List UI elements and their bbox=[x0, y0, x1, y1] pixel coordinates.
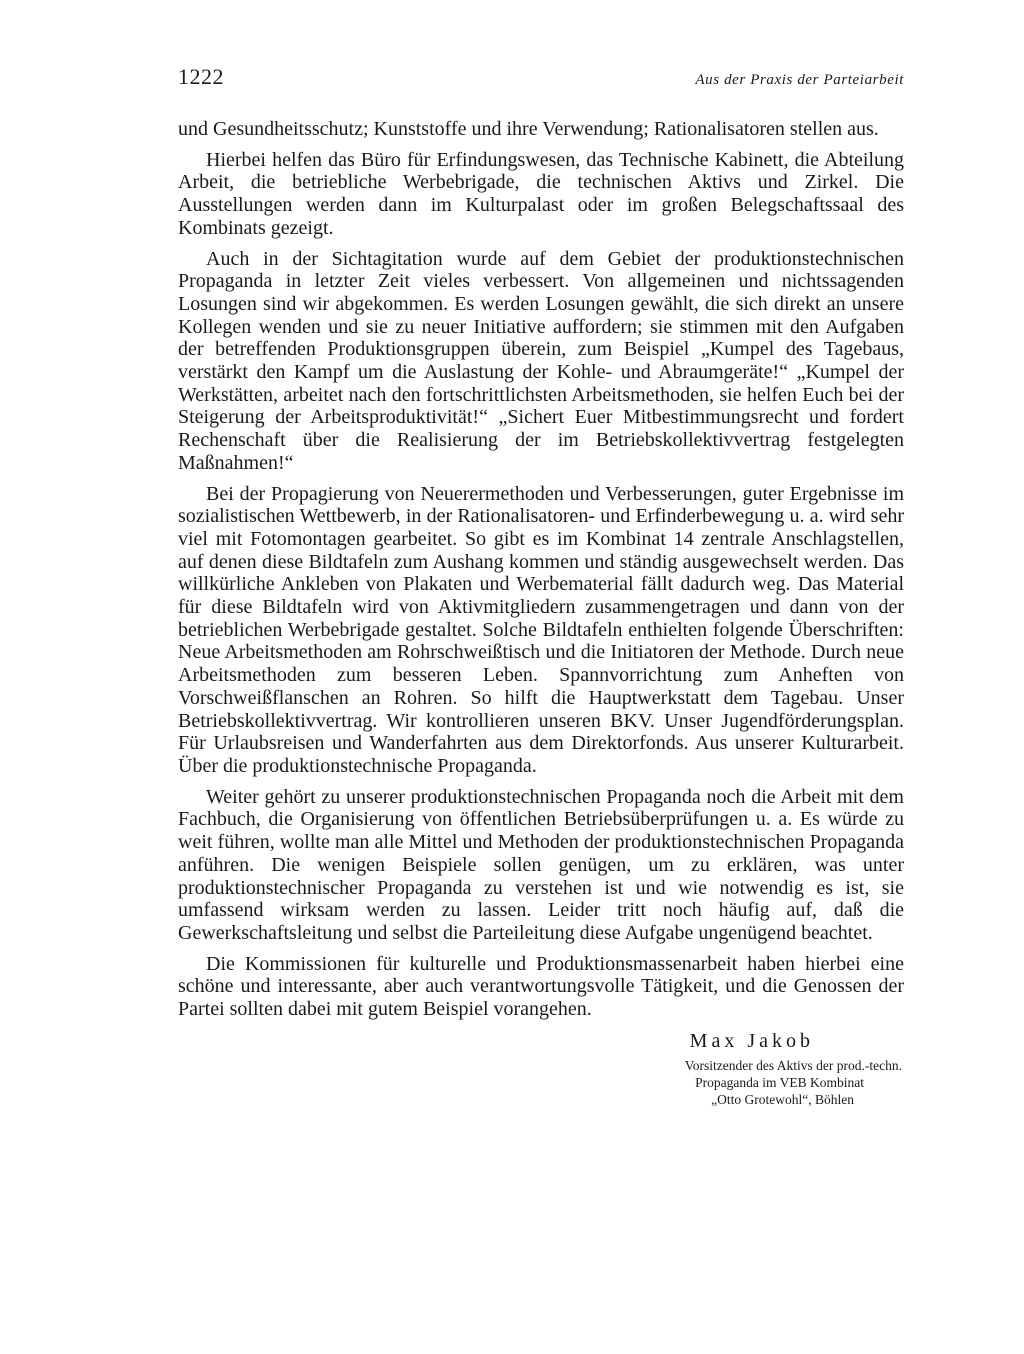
author-role bbox=[266, 1057, 902, 1108]
author-role-line: „Otto Grotewohl“, Böhlen bbox=[711, 1091, 854, 1107]
signature-block bbox=[178, 1029, 904, 1108]
paragraph: und Gesundheitsschutz; Kunststoffe und ihre Verwendung; Rationalisatoren stellen aus. bbox=[178, 118, 879, 140]
paragraph: Auch in der Sichtagitation wurde auf dem Gebiet der produktionstechnischen Propaganda in letzter Zeit vieles verbessert. Von allgemeinen und nichtssagenden Losungen sind wir abgekommen. Es werden Losungen gewählt, die sich direkt an unsere Kollegen wenden und sie zu neuer Initiative auffordern; sie stimmen mit den Aufgaben der betreffenden Produktionsgruppen überein, zum Beispiel „Kumpel des Tagebaus, verstärkt den Kampf um die Auslastung der Kohle- und Abraumgeräte!“ „Kumpel der Werkstätten, arbeitet nach den fortschrittlichsten Arbeitsmethoden, sie helfen Euch bei der Steigerung der Arbeitsproduktivität!“ „Sichert Euer Mitbestimmungsrecht und fordert Rechenschaft über die Realisierung der im Betriebskollektivvertrag festgelegten Maßnahmen!“ bbox=[178, 247, 904, 474]
author-name: Max Jakob bbox=[689, 1029, 814, 1052]
running-header bbox=[178, 64, 904, 104]
paragraph: Die Kommissionen für kulturelle und Produktionsmassenarbeit haben hierbei eine schöne und interessante, aber auch verantwortungsvolle Tätigkeit, und die Genossen der Partei sollten dabei mit gutem Beispiel vorangehen. bbox=[178, 952, 904, 1021]
document-page bbox=[178, 64, 904, 1108]
paragraph: Weiter gehört zu unserer produktionstechnischen Propaganda noch die Arbeit mit dem Fachbuch, die Organisierung von öffentlichen Betriebsüberprüfungen u. a. Es würde zu weit führen, wollte man alle Mittel und Methoden der produktionstechnischen Propaganda anführen. Die wenigen Beispiele sollen genügen, um zu erklären, was unter produktionstechnischer Propaganda zu verstehen ist und wie notwendig es ist, sie umfassend wirksam werden zu lassen. Leider tritt noch häufig auf, daß die Gewerkschaftsleitung und selbst die Parteileitung diese Aufgabe ungenügend beachtet. bbox=[178, 785, 904, 944]
paragraph: Hierbei helfen das Büro für Erfindungswesen, das Technische Kabinett, die Abteilung Arbeit, die betriebliche Werbebrigade, die technischen Aktivs und Zirkel. Die Ausstellungen werden dann im Kulturpalast oder im großen Belegschaftssaal des Kombinats gezeigt. bbox=[178, 148, 904, 239]
author-role-line: Vorsitzender des Aktivs der prod.-techn. bbox=[684, 1057, 902, 1073]
author-role-line: Propaganda im VEB Kombinat bbox=[695, 1074, 864, 1090]
page-number: 1222 bbox=[178, 64, 224, 89]
running-title: Aus der Praxis der Parteiarbeit bbox=[695, 72, 904, 88]
paragraph: Bei der Propagierung von Neuerermethoden und Verbesserungen, guter Ergebnisse im sozialistischen Wettbewerb, in der Rationalisatoren- und Erfinderbewegung u. a. wird sehr viel mit Fotomontagen gearbeitet. So gibt es im Kombinat 14 zentrale Anschlagstellen, auf denen diese Bildtafeln zum Aushang kommen und ständig ausgewechselt werden. Das willkürliche Ankleben von Plakaten und Werbematerial fällt dadurch weg. Das Material für diese Bildtafeln wird von Aktivmitgliedern zusammengetragen und dann von der betrieblichen Werbebrigade gestaltet. Solche Bildtafeln enthielten folgende Überschriften: Neue Arbeitsmethoden am Rohrschweißtisch und die Initiatoren der Methode. Durch neue Arbeitsmethoden zum besseren Leben. Spannvorrichtung zum Anheften von Vorschweißflanschen an Rohren. So hilft die Hauptwerkstatt dem Tagebau. Unser Betriebskollektivvertrag. Wir kontrollieren unseren BKV. Unser Jugendförderungsplan. Für Urlaubsreisen und Wanderfahrten aus dem Direktorfonds. Aus unserer Kulturarbeit. Über die produktionstechnische Propaganda. bbox=[178, 482, 904, 777]
article-body bbox=[178, 118, 904, 1021]
